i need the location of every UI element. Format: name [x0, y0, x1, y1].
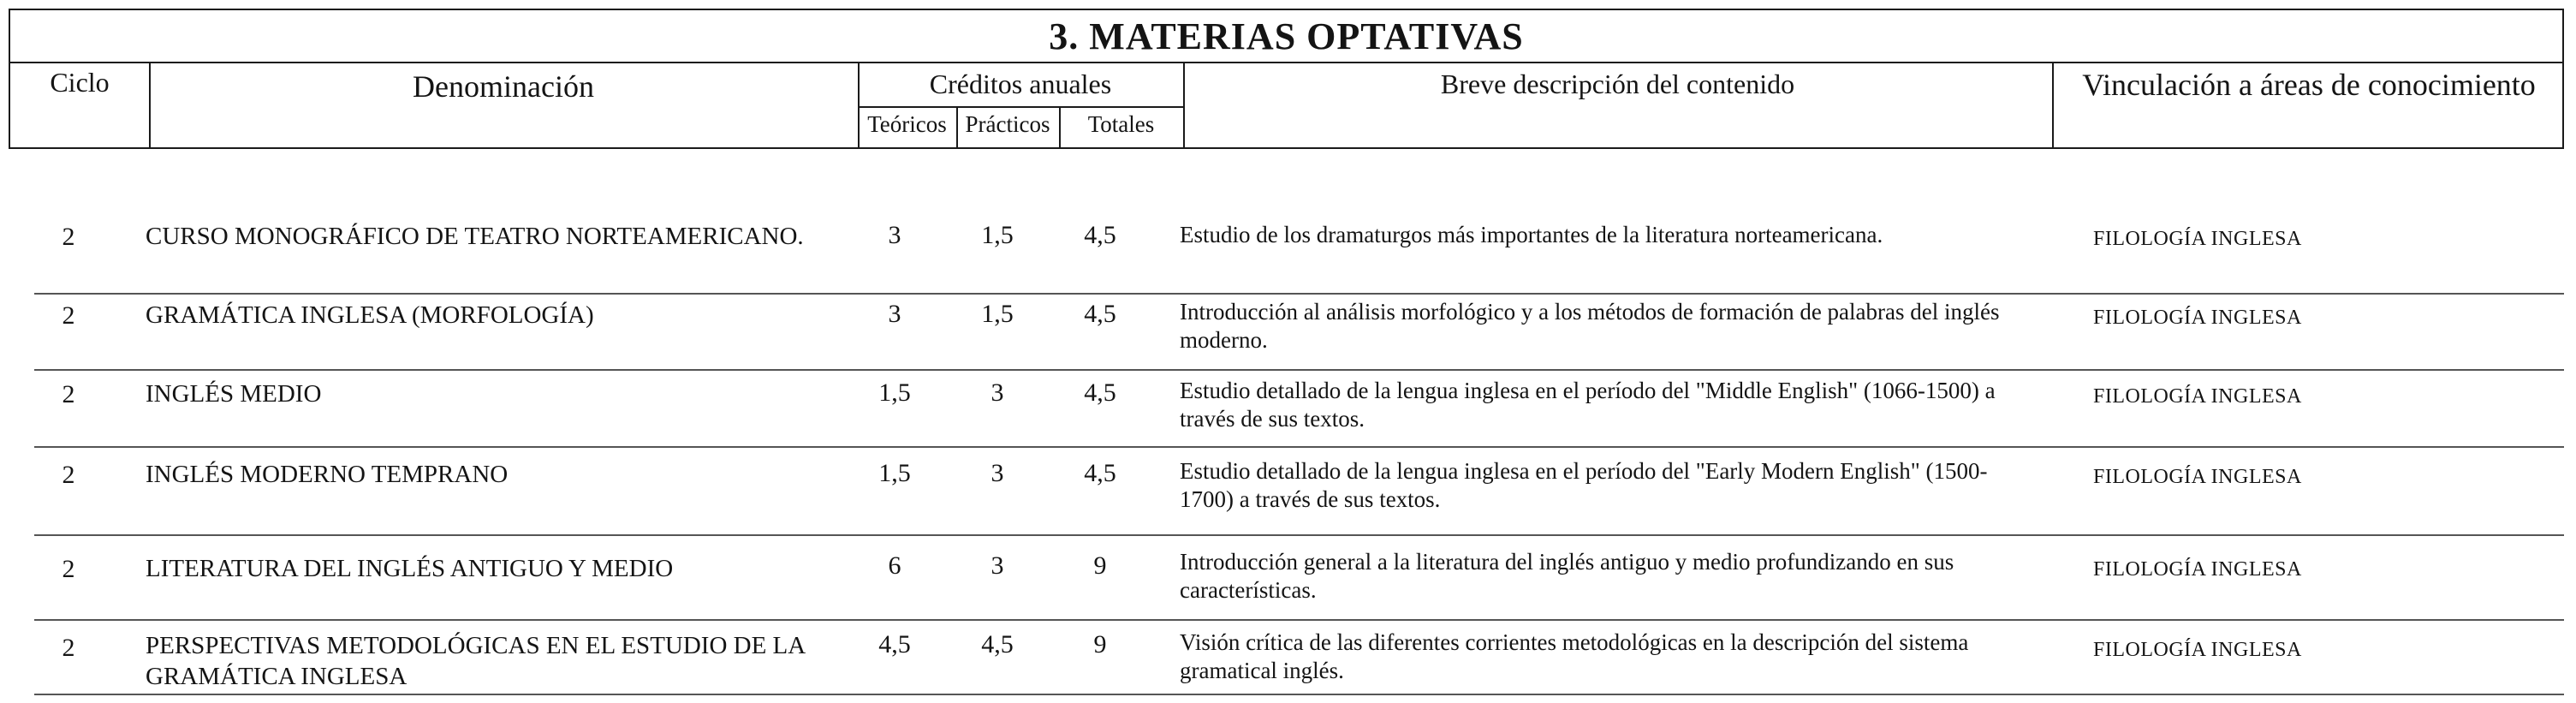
cell-teoricos: 1,5 [878, 378, 911, 407]
header-creditos: Créditos anuales [929, 69, 1112, 99]
cell-vinculacion: FILOLOGÍA INGLESA [2093, 466, 2302, 488]
row-divider [34, 293, 2564, 295]
cell-practicos: 3 [991, 378, 1004, 407]
cell-descripcion: Estudio de los dramaturgos más importantes de la literatura norteamericana. [1180, 222, 1883, 247]
cell-teoricos: 6 [888, 551, 901, 580]
cell-descripcion: Introducción general a la literatura del inglés antiguo y medio profundizando en sus características. [1180, 549, 1954, 603]
row-divider [34, 619, 2564, 621]
header-teoricos: Teóricos [867, 111, 947, 137]
cell-teoricos: 3 [888, 221, 901, 249]
cell-totales: 4,5 [1084, 378, 1116, 407]
cell-vinculacion: FILOLOGÍA INGLESA [2093, 307, 2302, 329]
cell-totales: 4,5 [1084, 459, 1116, 487]
cell-ciclo: 2 [62, 301, 75, 330]
cell-vinculacion: FILOLOGÍA INGLESA [2093, 558, 2302, 581]
cell-practicos: 4,5 [981, 630, 1014, 658]
cell-teoricos: 3 [888, 300, 901, 328]
cell-practicos: 1,5 [981, 300, 1014, 328]
cell-ciclo: 2 [62, 461, 75, 489]
page-title: 3. MATERIAS OPTATIVAS [10, 10, 2562, 63]
row-divider [34, 694, 2564, 695]
cell-ciclo: 2 [62, 223, 75, 251]
cell-vinculacion: FILOLOGÍA INGLESA [2093, 639, 2302, 661]
cell-descripcion: Introducción al análisis morfológico y a los métodos de formación de palabras del inglés moderno. [1180, 299, 2000, 353]
cell-totales: 9 [1093, 630, 1107, 658]
cell-denominacion: GRAMÁTICA INGLESA (MORFOLOGÍA) [146, 301, 594, 329]
cell-vinculacion: FILOLOGÍA INGLESA [2093, 228, 2302, 250]
header-ciclo: Ciclo [50, 67, 110, 98]
cell-denominacion: CURSO MONOGRÁFICO DE TEATRO NORTEAMERICANO. [146, 223, 804, 250]
cell-descripcion: Estudio detallado de la lengua inglesa en el período del "Early Modern English" (1500-1700) a través de sus textos. [1180, 458, 1988, 512]
row-divider [34, 446, 2564, 448]
cell-denominacion: INGLÉS MEDIO [146, 380, 322, 408]
header-descripcion: Breve descripción del contenido [1440, 69, 1795, 99]
cell-totales: 9 [1093, 551, 1107, 580]
header-practicos: Prácticos [965, 111, 1050, 137]
cell-denominacion: LITERATURA DEL INGLÉS ANTIGUO Y MEDIO [146, 555, 674, 582]
cell-denominacion: PERSPECTIVAS METODOLÓGICAS EN EL ESTUDIO DE LA GRAMÁTICA INGLESA [146, 632, 805, 690]
cell-practicos: 3 [991, 459, 1004, 487]
cell-practicos: 3 [991, 551, 1004, 580]
row-divider [34, 534, 2564, 536]
cell-ciclo: 2 [62, 555, 75, 583]
cell-totales: 4,5 [1084, 300, 1116, 328]
cell-descripcion: Visión crítica de las diferentes corrientes metodológicas en la descripción del sistema gramatical inglés. [1180, 629, 1969, 683]
cell-totales: 4,5 [1084, 221, 1116, 249]
header-denominacion: Denominación [413, 69, 594, 104]
cell-teoricos: 4,5 [878, 630, 911, 658]
cell-ciclo: 2 [62, 380, 75, 408]
header-totales: Totales [1087, 111, 1155, 137]
cell-descripcion: Estudio detallado de la lengua inglesa en el período del "Middle English" (1066-1500) a través de sus textos. [1180, 378, 1996, 432]
cell-denominacion: INGLÉS MODERNO TEMPRANO [146, 461, 509, 488]
cell-ciclo: 2 [62, 634, 75, 662]
row-divider [34, 369, 2564, 371]
cell-vinculacion: FILOLOGÍA INGLESA [2093, 385, 2302, 408]
header-vinculacion: Vinculación a áreas de conocimiento [2082, 68, 2536, 102]
cell-teoricos: 1,5 [878, 459, 911, 487]
cell-practicos: 1,5 [981, 221, 1014, 249]
